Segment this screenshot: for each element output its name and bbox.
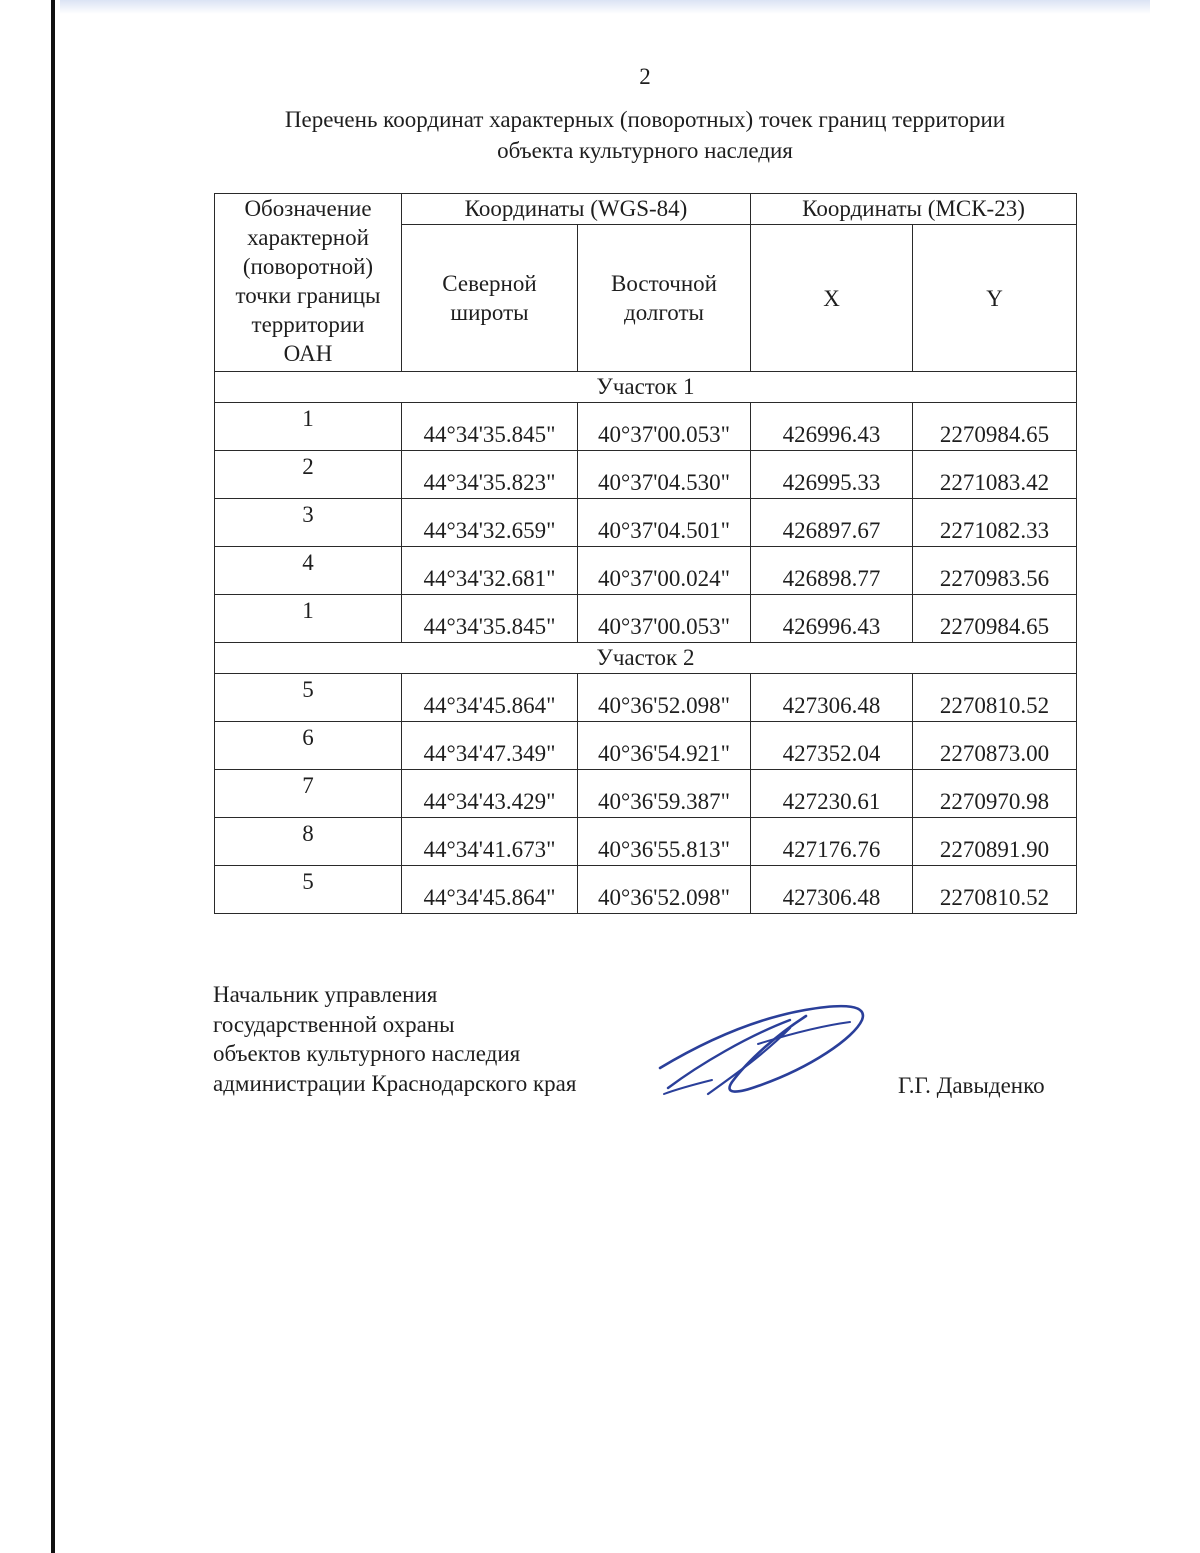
latitude-cell: 44°34'35.823" (402, 451, 578, 499)
coordinates-table (214, 193, 1077, 914)
x-header: X (751, 225, 913, 372)
table-row (215, 722, 1077, 770)
longitude-cell: 40°36'54.921" (578, 722, 751, 770)
point-cell: 6 (215, 722, 402, 770)
table-row (215, 451, 1077, 499)
x-cell: 427352.04 (751, 722, 913, 770)
table-row (215, 818, 1077, 866)
point-cell: 5 (215, 866, 402, 914)
section-row (215, 643, 1077, 674)
table-row (215, 547, 1077, 595)
latitude-cell: 44°34'41.673" (402, 818, 578, 866)
point-cell: 2 (215, 451, 402, 499)
x-cell: 426897.67 (751, 499, 913, 547)
position-line: Начальник управления (213, 982, 438, 1007)
longitude-cell: 40°36'52.098" (578, 674, 751, 722)
table-row (215, 770, 1077, 818)
table-row (215, 595, 1077, 643)
position-line: государственной охраны (213, 1011, 455, 1037)
point-cell: 4 (215, 547, 402, 595)
latitude-cell: 44°34'45.864" (402, 866, 578, 914)
latitude-cell: 44°34'47.349" (402, 722, 578, 770)
x-cell: 426996.43 (751, 403, 913, 451)
header-line: ОАН (283, 341, 333, 366)
latitude-cell: 44°34'32.659" (402, 499, 578, 547)
document-title (200, 104, 1090, 166)
point-cell: 7 (215, 770, 402, 818)
point-cell: 8 (215, 818, 402, 866)
y-cell: 2270983.56 (913, 547, 1077, 595)
wgs84-header: Координаты (WGS-84) (402, 194, 751, 225)
header-line: долготы (624, 300, 704, 325)
point-cell: 3 (215, 499, 402, 547)
header-line: широты (450, 300, 529, 325)
y-cell: 2270810.52 (913, 866, 1077, 914)
longitude-cell: 40°36'52.098" (578, 866, 751, 914)
header-line: Обозначение (244, 196, 372, 221)
header-line: Восточной (611, 271, 717, 296)
latitude-cell: 44°34'35.845" (402, 595, 578, 643)
latitude-cell: 44°34'45.864" (402, 674, 578, 722)
longitude-cell: 40°37'00.024" (578, 547, 751, 595)
position-line: администрации Краснодарского края (213, 1070, 577, 1096)
signatory-position (213, 980, 576, 1098)
y-header: Y (913, 225, 1077, 372)
title-line-2: объекта культурного наследия (497, 138, 793, 163)
y-cell: 2270984.65 (913, 595, 1077, 643)
point-cell: 1 (215, 403, 402, 451)
latitude-cell: 44°34'35.845" (402, 403, 578, 451)
scan-edge-top (60, 0, 1150, 14)
x-cell: 426995.33 (751, 451, 913, 499)
x-cell: 426898.77 (751, 547, 913, 595)
x-cell: 427230.61 (751, 770, 913, 818)
latitude-header (402, 225, 578, 372)
scan-edge-left (51, 0, 55, 1553)
page-number: 2 (639, 64, 651, 89)
position-line: объектов культурного наследия (213, 1041, 521, 1066)
x-cell: 427306.48 (751, 674, 913, 722)
longitude-cell: 40°37'00.053" (578, 595, 751, 643)
point-cell: 5 (215, 674, 402, 722)
table-row (215, 674, 1077, 722)
title-line-1: Перечень координат характерных (поворотных) точек границ территории (284, 107, 1006, 132)
y-cell: 2270891.90 (913, 818, 1077, 866)
x-cell: 427306.48 (751, 866, 913, 914)
section-name: Участок 2 (215, 643, 1077, 674)
y-cell: 2270810.52 (913, 674, 1077, 722)
header-line: Северной (442, 271, 537, 296)
header-line: территории (251, 312, 365, 337)
y-cell: 2270984.65 (913, 403, 1077, 451)
signer-name: Г.Г. Давыденко (898, 1073, 1045, 1098)
y-cell: 2270970.98 (913, 770, 1077, 818)
longitude-cell: 40°36'59.387" (578, 770, 751, 818)
header-row-1 (215, 194, 1077, 225)
point-cell: 1 (215, 595, 402, 643)
table-row (215, 499, 1077, 547)
longitude-cell: 40°36'55.813" (578, 818, 751, 866)
latitude-cell: 44°34'43.429" (402, 770, 578, 818)
longitude-header (578, 225, 751, 372)
header-line: точки границы (235, 283, 381, 308)
section-row (215, 372, 1077, 403)
x-cell: 427176.76 (751, 818, 913, 866)
point-designation-header (215, 194, 402, 372)
handwritten-signature (640, 990, 880, 1105)
section-name: Участок 1 (215, 372, 1077, 403)
x-cell: 426996.43 (751, 595, 913, 643)
header-line: (поворотной) (242, 254, 374, 279)
y-cell: 2271083.42 (913, 451, 1077, 499)
table-row (215, 866, 1077, 914)
header-line: характерной (247, 225, 369, 250)
longitude-cell: 40°37'00.053" (578, 403, 751, 451)
msk23-header: Координаты (МСК-23) (751, 194, 1077, 225)
longitude-cell: 40°37'04.501" (578, 499, 751, 547)
y-cell: 2271082.33 (913, 499, 1077, 547)
y-cell: 2270873.00 (913, 722, 1077, 770)
longitude-cell: 40°37'04.530" (578, 451, 751, 499)
latitude-cell: 44°34'32.681" (402, 547, 578, 595)
table-row (215, 403, 1077, 451)
